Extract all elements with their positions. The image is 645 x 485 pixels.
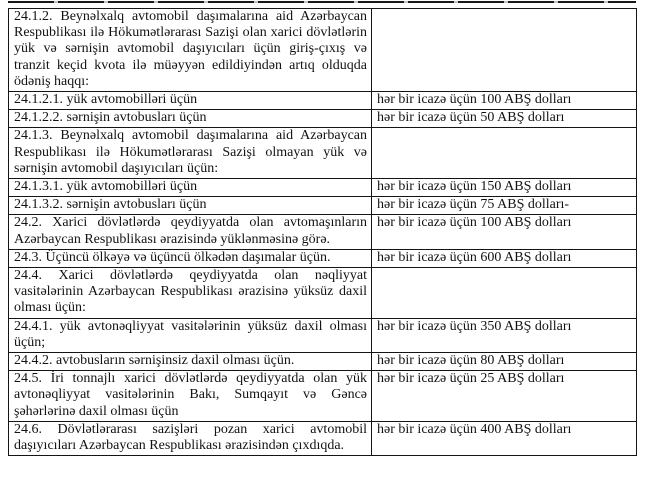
table-row	[9, 268, 637, 319]
item-cell: 24.5. İri tonnajlı xarici dövlətlərdə qeydiyyatda olan yük avtonəqliyyat vasitələrinin Bakı, Sumqayıt və Gəncə şəhərlərinə daxil olması üçün	[9, 371, 372, 422]
item-cell: 24.1.2.1. yük avtomobilləri üçün	[9, 92, 372, 110]
item-cell: 24.1.3.2. sərnişin avtobusları üçün	[9, 197, 372, 215]
table-row	[9, 197, 637, 215]
item-cell: 24.4.2. avtobusların sərnişinsiz daxil olması üçün.	[9, 353, 372, 371]
fee-cell: hər bir icazə üçün 80 ABŞ dolları	[372, 353, 637, 371]
item-cell: 24.1.2. Beynəlxalq avtomobil daşımalarına aid Azərbaycan Respublikası ilə Hökumətlərarası Sazişi olan xarici dövlətlərin yük və sərnişin avtomobil daşıyıcıları üçün giriş-çıxış və tranzit keçid kvota ilə müəyyən edildiyindən artıq olduqda ödəniş haqqı:	[9, 9, 372, 92]
fee-cell: hər bir icazə üçün 100 ABŞ dolları	[372, 215, 637, 249]
item-cell: 24.1.2.2. sərnişin avtobusları üçün	[9, 110, 372, 128]
table-row	[9, 215, 637, 249]
fee-cell: hər bir icazə üçün 600 ABŞ dolları	[372, 249, 637, 267]
table-row	[9, 353, 637, 371]
table-row	[9, 92, 637, 110]
item-cell: 24.6. Dövlətlərarası sazişləri pozan xarici avtomobil daşıyıcıları Azərbaycan Respublikası ərazisindən çıxdıqda.	[9, 421, 372, 455]
fee-cell: hər bir icazə üçün 75 ABŞ dolları-	[372, 197, 637, 215]
table-row	[9, 371, 637, 422]
fee-cell: hər bir icazə üçün 350 ABŞ dolları	[372, 318, 637, 352]
item-cell: 24.1.3.1. yük avtomobilləri üçün	[9, 179, 372, 197]
fee-cell: hər bir icazə üçün 100 ABŞ dolları	[372, 92, 637, 110]
fee-cell	[372, 268, 637, 319]
table-row	[9, 421, 637, 455]
fee-table-body	[9, 9, 637, 456]
fee-cell	[372, 9, 637, 92]
item-cell: 24.1.3. Beynəlxalq avtomobil daşımalarına aid Azərbaycan Respublikası ilə Hökumətlərarası Sazişi olmayan yük və sərnişin avtomobil daşıyıcıları üçün:	[9, 128, 372, 179]
fee-cell	[372, 128, 637, 179]
table-row	[9, 179, 637, 197]
fee-cell: hər bir icazə üçün 25 ABŞ dolları	[372, 371, 637, 422]
table-row	[9, 128, 637, 179]
item-cell: 24.4.1. yük avtonəqliyyat vasitələrinin yüksüz daxil olması üçün;	[9, 318, 372, 352]
fee-cell: hər bir icazə üçün 150 ABŞ dolları	[372, 179, 637, 197]
table-row	[9, 249, 637, 267]
table-row	[9, 318, 637, 352]
cropped-row-border-line	[8, 1, 636, 3]
item-cell: 24.3. Üçüncü ölkəyə və üçüncü ölkədən daşımalar üçün.	[9, 249, 372, 267]
fee-cell: hər bir icazə üçün 50 ABŞ dolları	[372, 110, 637, 128]
table-row	[9, 9, 637, 92]
item-cell: 24.2. Xarici dövlətlərdə qeydiyyatda olan avtomaşınların Azərbaycan Respublikası ərazisində yüklənməsinə görə.	[9, 215, 372, 249]
fee-cell: hər bir icazə üçün 400 ABŞ dolları	[372, 421, 637, 455]
table-row	[9, 110, 637, 128]
fee-table	[8, 8, 637, 456]
item-cell: 24.4. Xarici dövlətlərdə qeydiyyatda olan nəqliyyat vasitələrinin Azərbaycan Respublikası ərazisinə yüksüz daxil olması üçün:	[9, 268, 372, 319]
